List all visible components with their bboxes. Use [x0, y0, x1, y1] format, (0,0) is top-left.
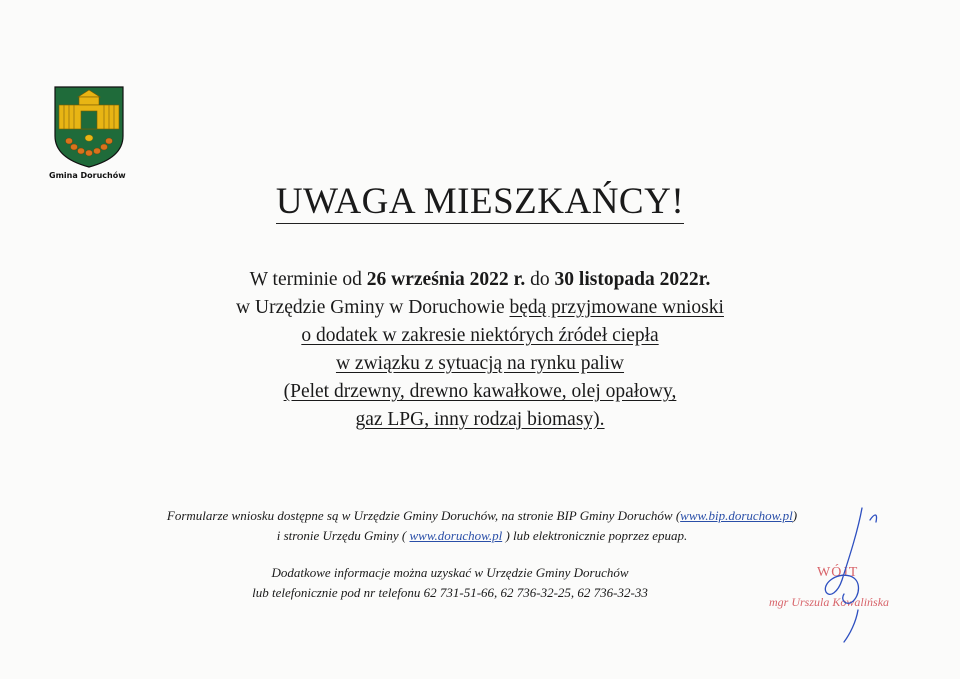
line1-middle: do — [525, 269, 555, 290]
end-date: 30 listopada 2022r. — [554, 269, 711, 290]
bip-link[interactable]: www.bip.doruchow.pl — [680, 508, 793, 523]
announcement-line-5: (Pelet drzewny, drewno kawałkowe, olej opałowy, — [283, 381, 677, 402]
forms-info-suffix: ) lub elektronicznie poprzez epuap. — [502, 528, 688, 543]
contact-info-line-2: lub telefonicznie pod nr telefonu 62 731-51-66, 62 736-32-25, 62 736-32-33 — [252, 585, 648, 600]
handwritten-signature-icon — [800, 500, 890, 650]
line2-prefix: w Urzędzie Gminy w Doruchowie — [236, 297, 510, 318]
forms-info-prefix: i stronie Urzędu Gminy ( — [276, 528, 410, 543]
announcement-line-4: w związku z sytuacją na rynku paliw — [335, 353, 625, 374]
logo-caption: Gmina Doruchów — [49, 171, 126, 180]
stamp-title: WÓJT — [817, 565, 859, 580]
forms-info-text: Formularze wniosku dostępne są w Urzędzie Gminy Doruchów, na stronie BIP Gminy Doruchów ( — [166, 508, 681, 523]
contact-info-line-1: Dodatkowe informacje można uzyskać w Urzędzie Gminy Doruchów — [271, 565, 629, 580]
announcement-line-6 — [0, 406, 960, 434]
page-title-text: UWAGA MIESZKAŃCY! — [275, 181, 685, 222]
announcement-line-1 — [0, 266, 960, 294]
forms-info-close: ) — [792, 508, 798, 523]
line1-prefix: W terminie od — [249, 269, 367, 290]
coat-of-arms-icon — [54, 86, 124, 168]
start-date: 26 września 2022 r. — [366, 269, 526, 290]
website-link[interactable]: www.doruchow.pl — [409, 528, 503, 543]
stamp-name: mgr Urszula Kowalińska — [769, 595, 890, 609]
announcement-line-2 — [0, 294, 960, 322]
announcement-body — [0, 266, 960, 434]
announcement-line-3: o dodatek w zakresie niektórych źródeł ciepła — [301, 325, 659, 346]
line6-text: gaz LPG, inny rodzaj biomasy). — [355, 409, 605, 430]
line2-underlined: będą przyjmowane wnioski — [509, 297, 724, 318]
coat-of-arms-logo — [49, 86, 126, 180]
page-title — [0, 180, 960, 223]
